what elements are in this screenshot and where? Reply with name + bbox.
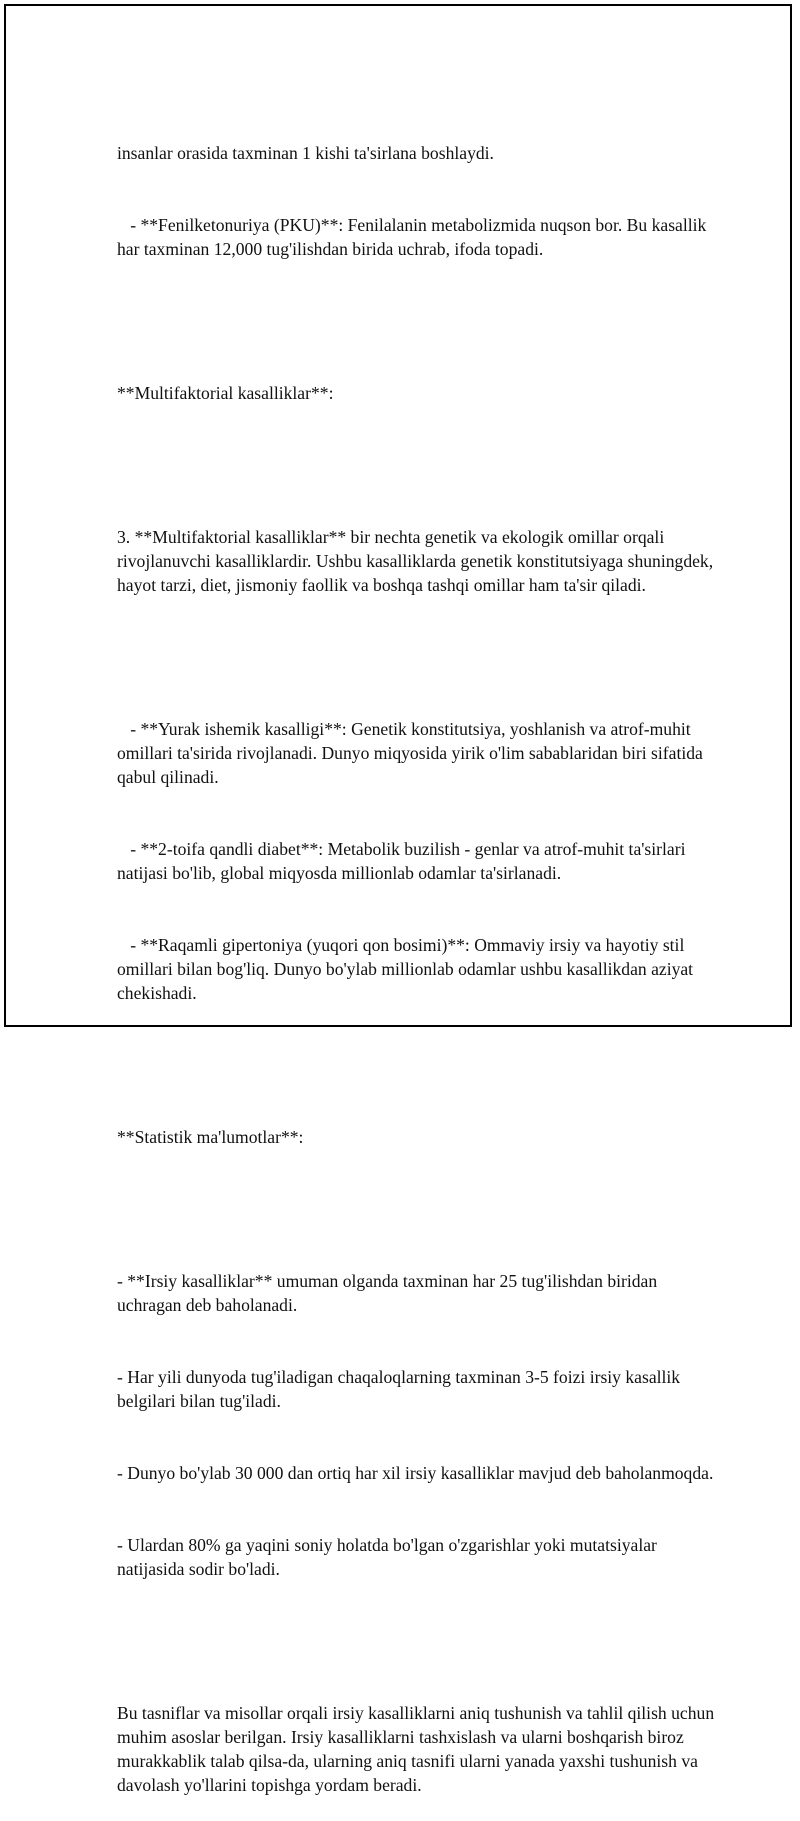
list-item: - **Raqamli gipertoniya (yuqori qon bosimi)**: Ommaviy irsiy va hayotiy stil omillari bilan bog'liq. Dunyo bo'ylab millionlab odamlar ushbu kasallikdan aziyat chekishadi. (117, 935, 698, 1003)
list-item: - Har yili dunyoda tug'iladigan chaqaloqlarning taxminan 3-5 foizi irsiy kasallik belgilari bilan tug'iladi. (117, 1367, 685, 1411)
list-item: - **Fenilketonuriya (PKU)**: Fenilalanin metabolizmida nuqson bor. Bu kasallik har taxminan 12,000 tug'ilishdan birida uchrab, ifoda topadi. (117, 215, 711, 259)
paragraph: Bu tasniflar va misollar orqali irsiy kasalliklarni aniq tushunish va tahlil qilish uchun muhim asoslar berilgan. Irsiy kasalliklarni tashxislash va ularni boshqarish biroz murakkablik talab qilsa-da, ularning aniq tasnifi ularni yanada yaxshi tushunish va davolash yo'llarini topishga yordam beradi. (117, 1703, 719, 1795)
blank-line (117, 309, 717, 333)
document-body (117, 93, 717, 1821)
list-item: - Ulardan 80% ga yaqini soniy holatda bo'lgan o'zgarishlar yoki mutatsiyalar natijasida sodir bo'ladi. (117, 1535, 662, 1579)
paragraph: 3. **Multifaktorial kasalliklar** bir nechta genetik va ekologik omillar orqali rivojlanuvchi kasalliklardir. Ushbu kasalliklarda genetik konstitutsiyaga shuningdek, hayot tarzi, diet, jismoniy faollik va boshqa tashqi omillar ham ta'sir qiladi. (117, 527, 718, 595)
list-item: - **Irsiy kasalliklar** umuman olganda taxminan har 25 tug'ilishdan biridan uchragan deb baholanadi. (117, 1271, 662, 1315)
blank-line (117, 1053, 717, 1077)
blank-line (117, 453, 717, 477)
list-item: - **Yurak ishemik kasalligi**: Genetik konstitutsiya, yoshlanish va atrof-muhit omillari ta'sirida rivojlanadi. Dunyo miqyosida yirik o'lim sabablaridan biri sifatida qabul qilinadi. (117, 719, 708, 787)
blank-line (117, 645, 717, 669)
section-heading: **Statistik ma'lumotlar**: (117, 1127, 304, 1147)
section-heading: **Multifaktorial kasalliklar**: (117, 383, 334, 403)
list-item: - Dunyo bo'ylab 30 000 dan ortiq har xil irsiy kasalliklar mavjud deb baholanmoqda. (117, 1463, 714, 1483)
blank-line (117, 1197, 717, 1221)
paragraph: insanlar orasida taxminan 1 kishi ta'sirlana boshlaydi. (117, 143, 494, 163)
list-item: - **2-toifa qandli diabet**: Metabolik buzilish - genlar va atrof-muhit ta'sirlari natijasi bo'lib, global miqyosda millionlab odamlar ta'sirlanadi. (117, 839, 690, 883)
blank-line (117, 1629, 717, 1653)
